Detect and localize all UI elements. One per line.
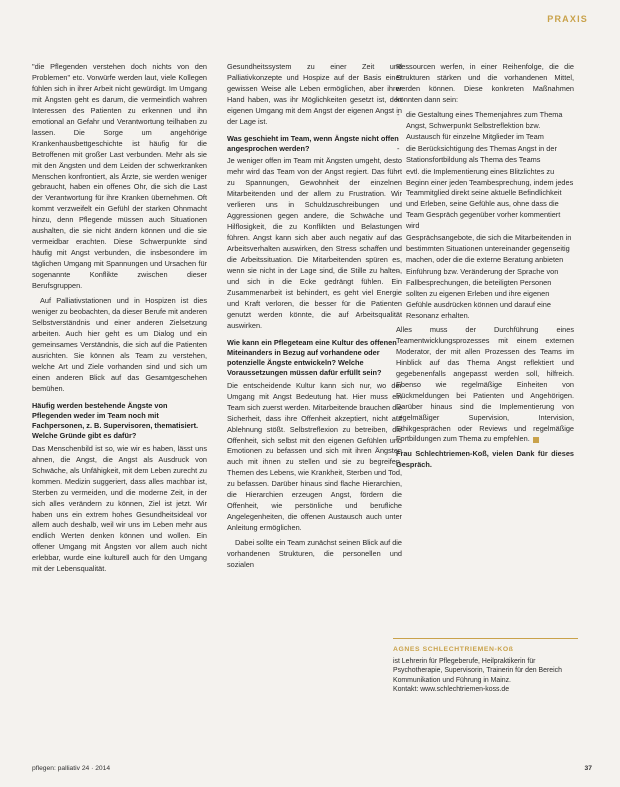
paragraph: Je weniger offen im Team mit Ängsten umgeht, desto mehr wird das Team von der Angst regiert. Das führt zu Spannungen, Gewohnheit der einzelnen Mitarbeitenden und der allem zu Frustration. Wir verlieren uns in Schuldzuschreibungen und Aggressionen gegen andere, die Schwäche und Hilflosigkeit, die zu Konflikten und Belastungen führen. Angst kann sich aber auch negativ auf das Arbeitsverhalten auswirken, den Stress schaffen und die Arbeitssituation. Die Mitarbeitenden spüren es, wenn sie nicht in der Lage sind, die Stille zu halten, und sich in die Ecke gedrängt fühlen. Ein Zusammenarbeit ist behindert, es geht viel Energie und Kraft verloren, die besser für die Patienten genutzt werden könnte, die auf Arbeitsqualität auswirken.	[227, 156, 402, 330]
author-name: AGNES SCHLECHTRIEMEN-KOß	[393, 646, 514, 653]
question-heading: Was geschieht im Team, wenn Ängste nicht offen angesprochen werden?	[227, 133, 399, 154]
author-bio-box	[393, 638, 578, 695]
paragraph: Auf Palliativstationen und in Hospizen ist dies weniger zu beobachten, da dieser Berufe mit anderen Selbstverständnis und einer anderen Zielsetzung arbeiten. Auch hier geht es um Dialog und ein gemeinsames Verständnis, die sich auf die Patienten ausrichten. Sie können als Team zu verstehen, welche Art und Ziele vorhanden sind und sich um einen anderen Blick auf das Gesamtgeschehen bemühen.	[32, 296, 207, 393]
journal-footer: pflegen: palliativ 24 · 2014	[32, 765, 111, 772]
question-heading: Wie kann ein Pflegeteam eine Kultur des offenen Miteinanders in Bezug auf vorhandene oder potenzielle Ängste entwickeln? Welche Voraussetzungen müssen dafür erfüllt sein?	[227, 337, 397, 378]
list-item: - Einführung bzw. Veränderung der Sprache von Fallbesprechungen, die beteiligten Personen sollten zu eigenen Erleben und ihre eigenen Gefühle ausdrücken können und darauf eine Resonanz erhalten.	[396, 267, 574, 322]
paragraph: Das Menschenbild ist so, wie wir es haben, lässt uns ahnen, die Angst, die Angst als Ausdruck von Schwäche, als Unfähigkeit, mit dem Leben zurecht zu kommen. Medizin suggeriert, dass alles machbar ist, Sterben zu vermeiden, und die moderne Zeit, in der sich alles verändern zu können, Ziel ist jetzt. Wir haben uns ein extrem hohes Gesundheitsideal vor allem auch deshalb, weil wir uns im Leben mehr aus endlich Werten denken können und wollen. Ein offener Umgang mit Ängsten vor allem auch nicht erlebbar, wurde eine kulturell auch für den Umgang mit der Lebensqualität.	[32, 443, 207, 574]
question-heading: Häufig werden bestehende Ängste von Pflegenden weder im Team noch mit Fachpersonen, z. B. Supervisoren, thematisiert. Welche Gründe gibt es dafür?	[32, 400, 199, 441]
column-3	[396, 62, 574, 475]
section-tag: PRAXIS	[547, 14, 588, 24]
list-item: - die Gestaltung eines Themenjahres zum Thema Angst, Schwerpunkt Selbstreflektion bzw. Austausch für einzelne Mitglieder im Team	[396, 110, 574, 143]
paragraph: Ressourcen werfen, in einer Reihenfolge, die die Strukturen stärken und die vorhandenen Mittel, werden können. Diese konkreten Maßnahmen könnten dann sein:	[396, 62, 574, 104]
paragraph: Gesundheitssystem zu einer Zeit und Palliativkonzepte und Hospize auf der Basis einer gewissen Weise alle Leben ermöglichen, aber ihrer Hand haben, was ihr Möglichkeiten gesetzt ist, den eigenen Umgang mit dem Angst der eigenen Angst in der Lage ist.	[227, 62, 402, 126]
paragraph: Die entscheidende Kultur kann sich nur, wo der Umgang mit Angst Bedeutung hat. Hier muss ein Team sich zuerst werden. Mitarbeitende brauchen die Sicherheit, dass ihre Offenheit akzeptiert, nicht auf Ablehnung stößt. Selbstreflexion zu betreiben, die Offenheit, sich selbst mit den eigenen Gefühlen und Emotionen zu befassen und sich mit ihren Ängsten auch mit ihnen zu stellen und sie zu begreifen. Themen des Lebens, wie Krankheit, Sterben und Tod, zu befassen. Darüber hinaus sind flache Hierarchien, die Hierarchien erzeugen Angst, fördern die Offenheit, wie persönliche und berufliche Angelegenheiten, die offenen Austausch auch unter Anleitung ermöglichen.	[227, 380, 403, 533]
paragraph	[396, 325, 574, 445]
paragraph-text: Alles muss der Durchführung eines Teamentwicklungsprozesses mit einem externen Moderator, der mit allen Prozessen des Teams im Hinblick auf das Thema Angst reflektiert und gegebenenfalls angepasst werden soll, hilfreich. Ebenso wie regelmäßige Einheiten von Rückmeldungen bei Patienten und Angehörigen. Darüber hinaus sind die Implementierung von regelmäßiger Supervision, Intervision, Ethikgesprächen oder Reviews und regelmäßige Fortbildungen zum Thema zu empfehlen.	[396, 324, 574, 444]
list-item: - die Berücksichtigung des Themas Angst in der Stationsfortbildung als Thema des Teams	[396, 144, 574, 166]
list-item: - Gesprächsangebote, die sich die Mitarbeitenden in bestimmten Situationen untereinander gegenseitig machen, oder die die externe Beratung anbieten	[396, 233, 574, 266]
author-contact: Kontakt: www.schlechtriemen-koss.de	[393, 686, 510, 694]
paragraph: Dabei sollte ein Team zunächst seinen Blick auf die vorhandenen Strukturen, die personellen und sozialen	[227, 538, 402, 569]
paragraph: "die Pflegenden verstehen doch nichts von den Problemen" etc. Vorwürfe werden laut, viele Kollegen fühlen sich in ihrer Arbeit nicht gewürdigt. Im Umgang mit Ängsten geht es darum, die vermeintlich wahren Interessen des Patienten zu erkennen und ihn emotional an Gefahr und Verantwortung teilhaben zu lassen. Die Sorge um angehörige Krankenhausbettgeschichte ist häufig für die Betroffenen mit großer Last verbunden. Mehr als sie mit den Ängsten und dem Leiden der schwerkranken Menschen konfrontiert, als Ärzte, sie werden weniger gebraucht, haben ein offenes Ohr, die sich die Last der Verantwortung für ihre Kranken übernehmen. Oft kommt verzweifelt ein Gefühl der starken Ohnmacht hinzu, denn Pflegende müssen auch Situationen aushalten, die sie nicht ändern können und die sie vermeidbar erachten. Diese Schwerpunkte sind häufig mit Angst verbunden, die insbesondere im täglichen Umgang mit Spannungen und Ursachen für sogenannte Konflikte zwischen dieser Berufsgruppen.	[32, 62, 207, 291]
page-number: 37	[584, 765, 592, 772]
list-item: - evtl. die Implementierung eines Blitzlichtes zu Beginn einer jeden Teambesprechung, indem jedes Teammitglied direkt seine aktuelle Befindlichkeit und Erleben, seine Gefühle aus, ohne dass die Team Gespräch gegenüber vorher kommentiert wird	[396, 167, 574, 233]
column-2	[227, 62, 402, 575]
measures-list	[396, 110, 574, 322]
thanks-line: Frau Schlechtriemen-Koß, vielen Dank für dieses Gespräch.	[396, 449, 574, 470]
end-mark-icon	[533, 437, 539, 443]
author-description: ist Lehrerin für Pflegeberufe, Heilpraktikerin für Psychotherapie, Supervisorin, Trainerin für den Bereich Kommunikation und Führung in Mainz.	[393, 657, 562, 684]
column-1	[32, 62, 207, 579]
